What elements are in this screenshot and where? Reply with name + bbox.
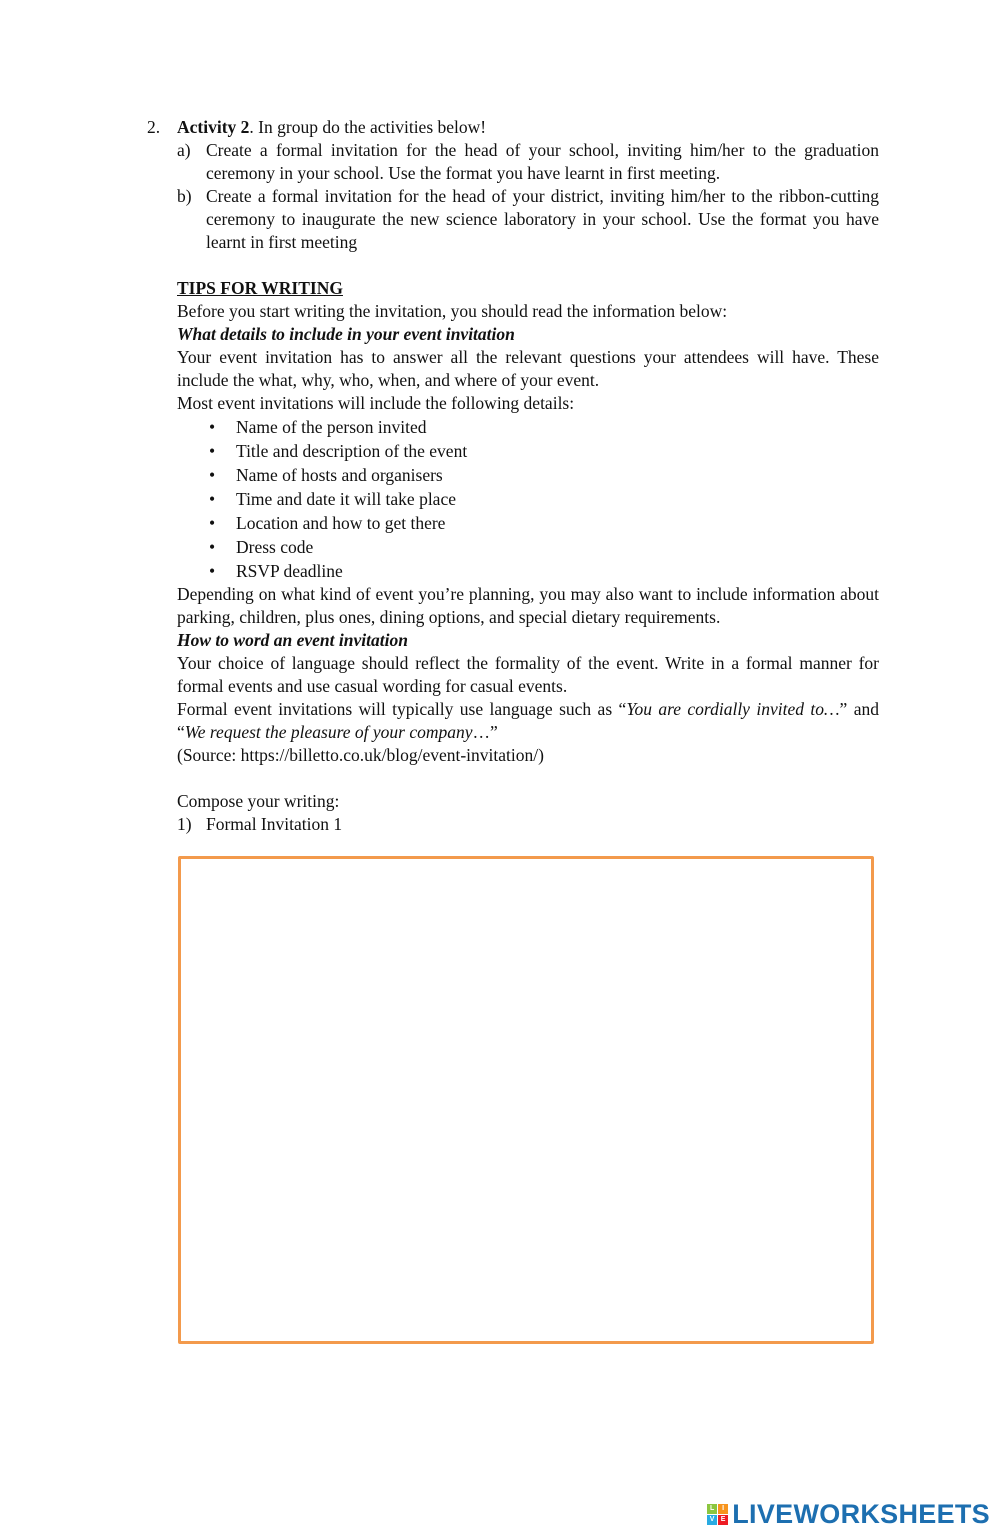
bullet-icon: • xyxy=(209,417,216,437)
list-item-text: Name of hosts and organisers xyxy=(236,465,443,485)
list-item xyxy=(206,559,879,583)
tips-section xyxy=(177,277,879,767)
bullet-icon: • xyxy=(209,537,216,557)
wording-paragraph: Your choice of language should reflect the formality of the event. Write in a formal manner for formal events and use casual wording for casual events. xyxy=(177,653,879,696)
activity-number: 2. xyxy=(147,117,161,137)
compose-intro: Compose your writing: xyxy=(177,791,340,811)
list-item-text: Name of the person invited xyxy=(236,417,427,437)
worksheet-content xyxy=(0,116,1000,836)
formal-text: Formal event invitations will typically use language such as “ xyxy=(177,699,627,719)
list-item xyxy=(206,535,879,559)
logo-tile: L xyxy=(707,1504,717,1514)
compose-item-text: Formal Invitation 1 xyxy=(206,814,343,834)
depending-paragraph: Depending on what kind of event you’re planning, you may also want to include information about parking, children, plus ones, dining options, and special dietary requirements. xyxy=(177,584,879,627)
list-item-text: Dress code xyxy=(236,537,314,557)
formal-quote: We request the pleasure of your company xyxy=(184,722,473,742)
list-item xyxy=(206,415,879,439)
compose-item-label: 1) xyxy=(177,814,192,834)
activity-item-label: b) xyxy=(177,186,192,206)
list-item-text: Location and how to get there xyxy=(236,513,446,533)
formal-quote: You are cordially invited to… xyxy=(626,699,840,719)
bullet-icon: • xyxy=(209,561,216,581)
details-list xyxy=(206,415,879,583)
tips-title: TIPS FOR WRITING xyxy=(177,278,343,298)
answer-text-box[interactable] xyxy=(178,856,874,1344)
activity-item-b xyxy=(177,185,879,254)
activity-item-label: a) xyxy=(177,140,191,160)
activity-item-a xyxy=(177,139,879,185)
logo-tile: E xyxy=(718,1515,728,1525)
bullet-icon: • xyxy=(209,489,216,509)
liveworksheets-icon xyxy=(707,1504,728,1525)
activity-heading xyxy=(177,116,879,139)
bullet-icon: • xyxy=(209,441,216,461)
liveworksheets-logo xyxy=(707,1499,990,1529)
bullet-icon: • xyxy=(209,513,216,533)
tips-intro: Before you start writing the invitation, you should read the information below: xyxy=(177,301,728,321)
source-citation: (Source: https://billetto.co.uk/blog/event-invitation/) xyxy=(177,745,544,765)
details-heading: What details to include in your event invitation xyxy=(177,324,515,344)
brand-name: LIVEWORKSHEETS xyxy=(732,1499,990,1529)
details-paragraph: Your event invitation has to answer all the relevant questions your attendees will have. These include the what, why, who, when, and where of your event. xyxy=(177,347,879,390)
list-item xyxy=(206,463,879,487)
activity-section xyxy=(147,116,879,254)
list-item-text: Title and description of the event xyxy=(236,441,468,461)
compose-section xyxy=(177,790,1000,836)
list-item xyxy=(206,439,879,463)
formal-text: …” xyxy=(472,722,498,742)
list-item-text: RSVP deadline xyxy=(236,561,343,581)
list-item xyxy=(206,487,879,511)
logo-tile: V xyxy=(707,1515,717,1525)
formal-text: ” and “ xyxy=(177,699,879,742)
list-item xyxy=(206,511,879,535)
activity-intro: . In group do the activities below! xyxy=(249,117,487,137)
activity-item-text: Create a formal invitation for the head of your district, inviting him/her to the ribbon-cutting ceremony to inaugurate the new science laboratory in your school. Use the format you have learnt in first meeting xyxy=(206,186,879,252)
activity-item-text: Create a formal invitation for the head of your school, inviting him/her to the graduation ceremony in your school. Use the format you have learnt in first meeting. xyxy=(206,140,879,183)
list-intro: Most event invitations will include the following details: xyxy=(177,393,575,413)
formal-paragraph xyxy=(177,698,879,744)
activity-title: Activity 2 xyxy=(177,117,250,137)
bullet-icon: • xyxy=(209,465,216,485)
compose-item xyxy=(177,813,1000,836)
logo-tile: I xyxy=(718,1504,728,1514)
list-item-text: Time and date it will take place xyxy=(236,489,456,509)
wording-heading: How to word an event invitation xyxy=(177,630,408,650)
